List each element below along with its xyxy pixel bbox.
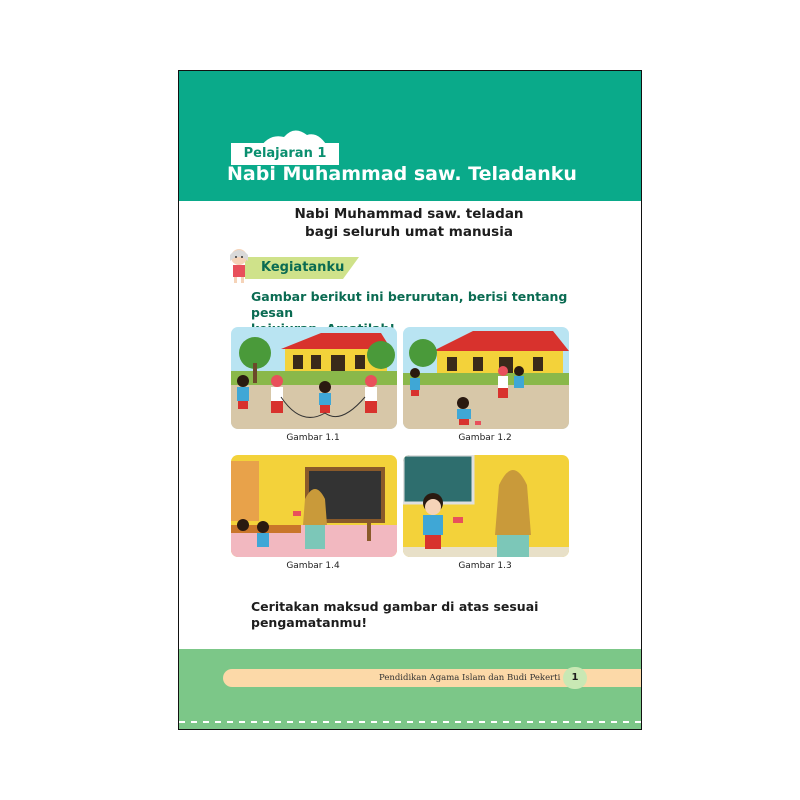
book-title: Pendidikan Agama Islam dan Budi Pekerti xyxy=(379,673,561,683)
instruction-line-1: Gambar berikut ini berurutan, berisi tentang pesan xyxy=(251,289,568,320)
subtitle-line-1: Nabi Muhammad saw. teladan xyxy=(294,206,524,222)
lesson-number-tag: Pelajaran 1 xyxy=(231,143,339,165)
closing-line-1: Ceritakan maksud gambar di atas sesuai xyxy=(251,599,539,614)
activity-label: Kegiatanku xyxy=(261,260,345,275)
figure-caption: Gambar 1.3 xyxy=(458,561,512,571)
lesson-title: Nabi Muhammad saw. Teladanku xyxy=(227,163,577,185)
figure-1-1-illustration xyxy=(231,327,397,429)
figure-caption: Gambar 1.2 xyxy=(458,433,512,443)
figure-1-2-illustration xyxy=(403,327,569,429)
closing-instruction xyxy=(251,599,571,631)
page-number: 1 xyxy=(563,667,587,689)
lesson-subtitle xyxy=(239,205,579,241)
page-footer xyxy=(179,649,642,730)
book-page xyxy=(178,70,642,730)
girl-mascot-icon xyxy=(225,247,253,283)
figure-caption: Gambar 1.1 xyxy=(286,433,340,443)
figure-1-4-illustration xyxy=(231,455,397,557)
figure-caption: Gambar 1.4 xyxy=(286,561,340,571)
figure-1-3-illustration xyxy=(403,455,569,557)
footer-dashed-line xyxy=(179,719,642,725)
subtitle-line-2: bagi seluruh umat manusia xyxy=(305,224,513,240)
closing-line-2: pengamatanmu! xyxy=(251,615,368,630)
